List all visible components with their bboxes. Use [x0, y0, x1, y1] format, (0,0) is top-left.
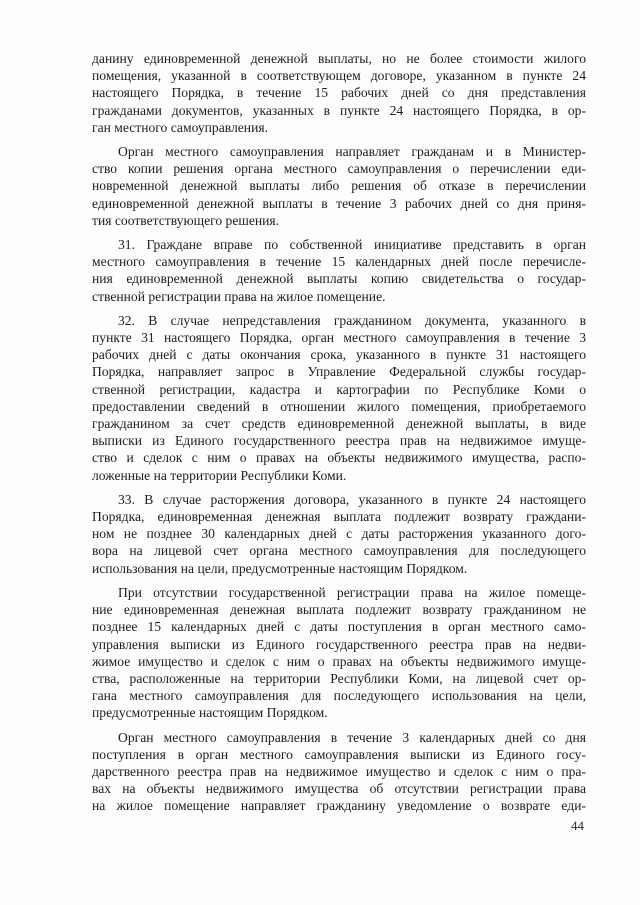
- text-line: ния единовременной денежной выплаты копию свидетельства о государ-: [92, 271, 586, 287]
- text-line: настоящего Порядка, в течение 15 рабочих дней со дня представления: [92, 85, 586, 101]
- text-line: данину единовременной денежной выплаты, но не более стоимости жилого: [92, 51, 586, 66]
- paragraph-clause-31: [92, 236, 586, 305]
- text-line: гражданином за счет средств единовременной денежной выплаты, в виде: [92, 416, 586, 432]
- text-line: ство и сделок с ним о правах на объекты недвижимого имущества, распо-: [92, 450, 586, 466]
- text-line: единовременной денежной выплаты в течение 3 рабочих дней со дня приня-: [92, 195, 586, 211]
- paragraph-registration-absence: [92, 584, 586, 722]
- text-line: При отсутствии государственной регистрации права на жилое помеще-: [118, 584, 586, 600]
- text-line: дарственного реестра прав на недвижимое имущество и сделок с ним о пра-: [92, 763, 586, 779]
- text-line: управления выписки из Единого государственного реестра прав на недви-: [92, 636, 586, 652]
- text-line: на жилое помещение направляет гражданину уведомление о возврате еди-: [92, 798, 586, 814]
- text-line: ство копии решения органа местного самоуправления о перечислении еди-: [92, 161, 586, 177]
- text-line: пункте 31 настоящего Порядка, орган местного самоуправления в течение 3: [92, 330, 586, 346]
- page-number: 44: [571, 818, 584, 833]
- text-line: 33. В случае расторжения договора, указанного в пункте 24 настоящего: [118, 491, 586, 507]
- text-line: вора на лицевой счет органа местного самоуправления для последующего: [92, 543, 586, 559]
- document-text: [92, 50, 586, 815]
- text-line: помещения, указанной в соответствующем договоре, указанном в пункте 24: [92, 68, 586, 84]
- text-line: позднее 15 календарных дней с даты поступления в орган местного само-: [92, 619, 586, 635]
- text-line: новременной денежной выплаты либо решения об отказе в перечислении: [92, 178, 586, 194]
- text-line: Порядка, направляет запрос в Управление Федеральной службы государ-: [92, 364, 586, 380]
- paragraph-continuation: [92, 50, 586, 136]
- text-line: вах на объекты недвижимого имущества об отсутствии регистрации права: [92, 781, 586, 797]
- text-line: ложенные на территории Республики Коми.: [92, 467, 347, 483]
- text-line: Орган местного самоуправления в течение 3 календарных дней со дня: [118, 729, 586, 745]
- paragraph-notification: [92, 143, 586, 229]
- text-line: предусмотренные настоящим Порядком.: [92, 705, 328, 721]
- text-line: Орган местного самоуправления направляет гражданам и в Министер-: [118, 144, 586, 160]
- text-line: ган местного самоуправления.: [92, 119, 269, 135]
- text-line: ственной регистрации, кадастра и картографии по Республике Коми о: [92, 381, 586, 397]
- text-line: Порядка, единовременная денежная выплата подлежит возврату граждани-: [92, 509, 586, 525]
- paragraph-clause-32: [92, 312, 586, 484]
- text-line: рабочих дней с даты окончания срока, указанного в пункте 31 настоящего: [92, 347, 586, 363]
- text-line: ном не позднее 30 календарных дней с даты расторжения указанного дого-: [92, 526, 586, 542]
- text-line: 32. В случае непредставления гражданином документа, указанного в: [118, 312, 586, 328]
- text-line: тия соответствующего решения.: [92, 212, 280, 228]
- text-line: использования на цели, предусмотренные настоящим Порядком.: [92, 560, 468, 576]
- text-line: поступления в орган местного самоуправления выписки из Единого госу-: [92, 746, 586, 762]
- text-line: местного самоуправления в течение 15 календарных дней после перечисле-: [92, 254, 586, 270]
- text-line: выписки из Единого государственного реестра прав на недвижимое имуще-: [92, 433, 586, 449]
- text-line: гана местного самоуправления для последующего использования на цели,: [92, 688, 586, 704]
- text-line: ственной регистрации права на жилое помещение.: [92, 288, 386, 304]
- text-line: гражданами документов, указанных в пункте 24 настоящего Порядка, в ор-: [92, 102, 586, 118]
- text-line: предоставлении сведений в отношении жилого помещения, приобретаемого: [92, 398, 586, 414]
- paragraph-clause-33: [92, 491, 586, 577]
- text-line: ства, расположенные на территории Республики Коми, на лицевой счет ор-: [92, 670, 586, 686]
- text-line: жимое имущество и сделок с ним о правах на объекты недвижимого имуще-: [92, 653, 586, 669]
- paragraph-return-notice: [92, 729, 586, 815]
- text-line: ние единовременная денежная выплата подлежит возврату гражданином не: [92, 602, 586, 618]
- text-line: 31. Граждане вправе по собственной инициативе представить в орган: [118, 237, 586, 253]
